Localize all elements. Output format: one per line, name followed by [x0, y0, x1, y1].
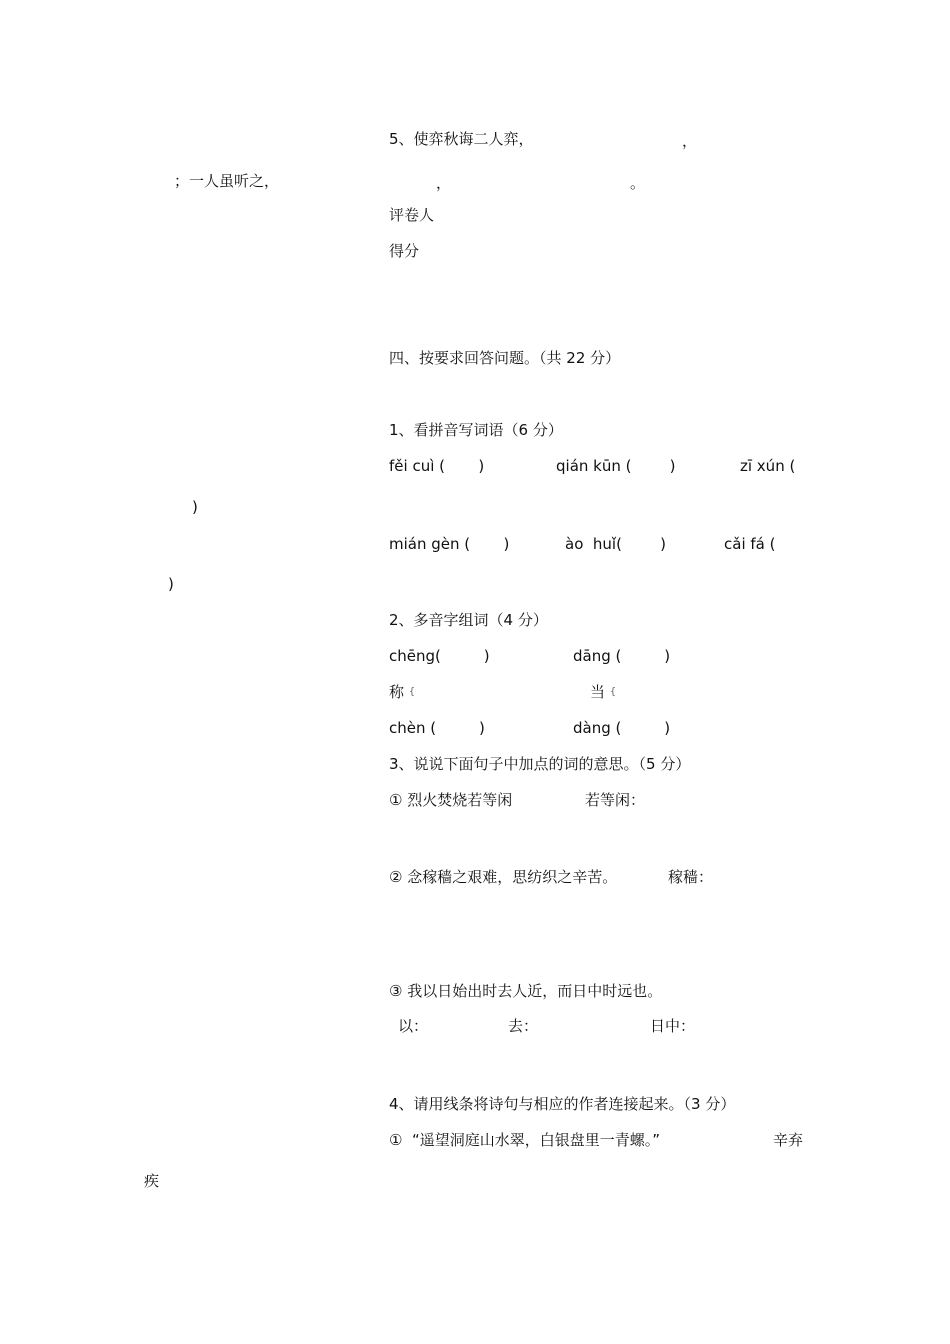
pinyin-item-aohui: ào huǐ( ): [565, 535, 666, 553]
polyphone-char-dang: 当 {: [590, 683, 617, 701]
connect-title: 4、请用线条将诗句与相应的作者连接起来。（3 分）: [389, 1095, 736, 1113]
meaning-title: 3、说说下面句子中加点的词的意思。（5 分）: [389, 755, 691, 773]
pinyin-item-caifa: cǎi fá (: [724, 535, 776, 553]
meaning-sentence-3: ③ 我以日始出时去人近，而日中时远也。: [389, 982, 663, 1000]
pinyin-zixun-close: ): [192, 498, 198, 516]
polyphone-dang1: dāng ( ): [573, 647, 671, 665]
pinyin-item-qiankun: qián kūn ( ): [556, 457, 676, 475]
polyphone-chen: chèn ( ): [389, 719, 485, 737]
grader-label: 评卷人: [389, 206, 435, 224]
score-label: 得分: [389, 242, 420, 260]
connect-poem-1: ① “遥望洞庭山水翠，白银盘里一青螺。”: [389, 1131, 661, 1149]
q5-period-e: 。: [630, 174, 646, 192]
q5-comma-b: ，: [682, 132, 698, 150]
meaning-sentence-1: ① 烈火焚烧若等闲: [389, 791, 513, 809]
q5-text-a: 5、使弈秋诲二人弈，: [389, 130, 534, 148]
pinyin-item-feicui: fěi cuì ( ): [389, 457, 485, 475]
meaning-key-rizhong: 日中：: [650, 1017, 696, 1035]
meaning-key-yi: 以：: [398, 1017, 429, 1035]
pinyin-item-miangen: mián gèn ( ): [389, 535, 510, 553]
q5-comma-d: ，: [436, 174, 452, 192]
section-4-title: 四、按要求回答问题。（共 22 分）: [389, 349, 621, 367]
pinyin-caifa-close: ): [168, 575, 174, 593]
brace-icon: {: [408, 686, 416, 698]
polyphone-dang4: dàng ( ): [573, 719, 671, 737]
pinyin-title: 1、看拼音写词语（6 分）: [389, 421, 563, 439]
pinyin-item-zixun: zī xún (: [740, 457, 796, 475]
connect-author-1a: 辛弃: [773, 1131, 804, 1149]
polyphone-char-cheng: 称 {: [389, 683, 416, 701]
polyphone-title: 2、多音字组词（4 分）: [389, 611, 548, 629]
meaning-key-2: 稼穑：: [668, 868, 714, 886]
meaning-key-qu: 去：: [508, 1017, 539, 1035]
brace-icon: {: [609, 686, 617, 698]
q5-text-c: ；一人虽听之，: [174, 172, 280, 190]
connect-author-1b: 疾: [144, 1172, 160, 1190]
meaning-key-1: 若等闲：: [585, 791, 646, 809]
meaning-sentence-2: ② 念稼穑之艰难，思纺织之辛苦。: [389, 868, 618, 886]
polyphone-cheng: chēng( ): [389, 647, 490, 665]
